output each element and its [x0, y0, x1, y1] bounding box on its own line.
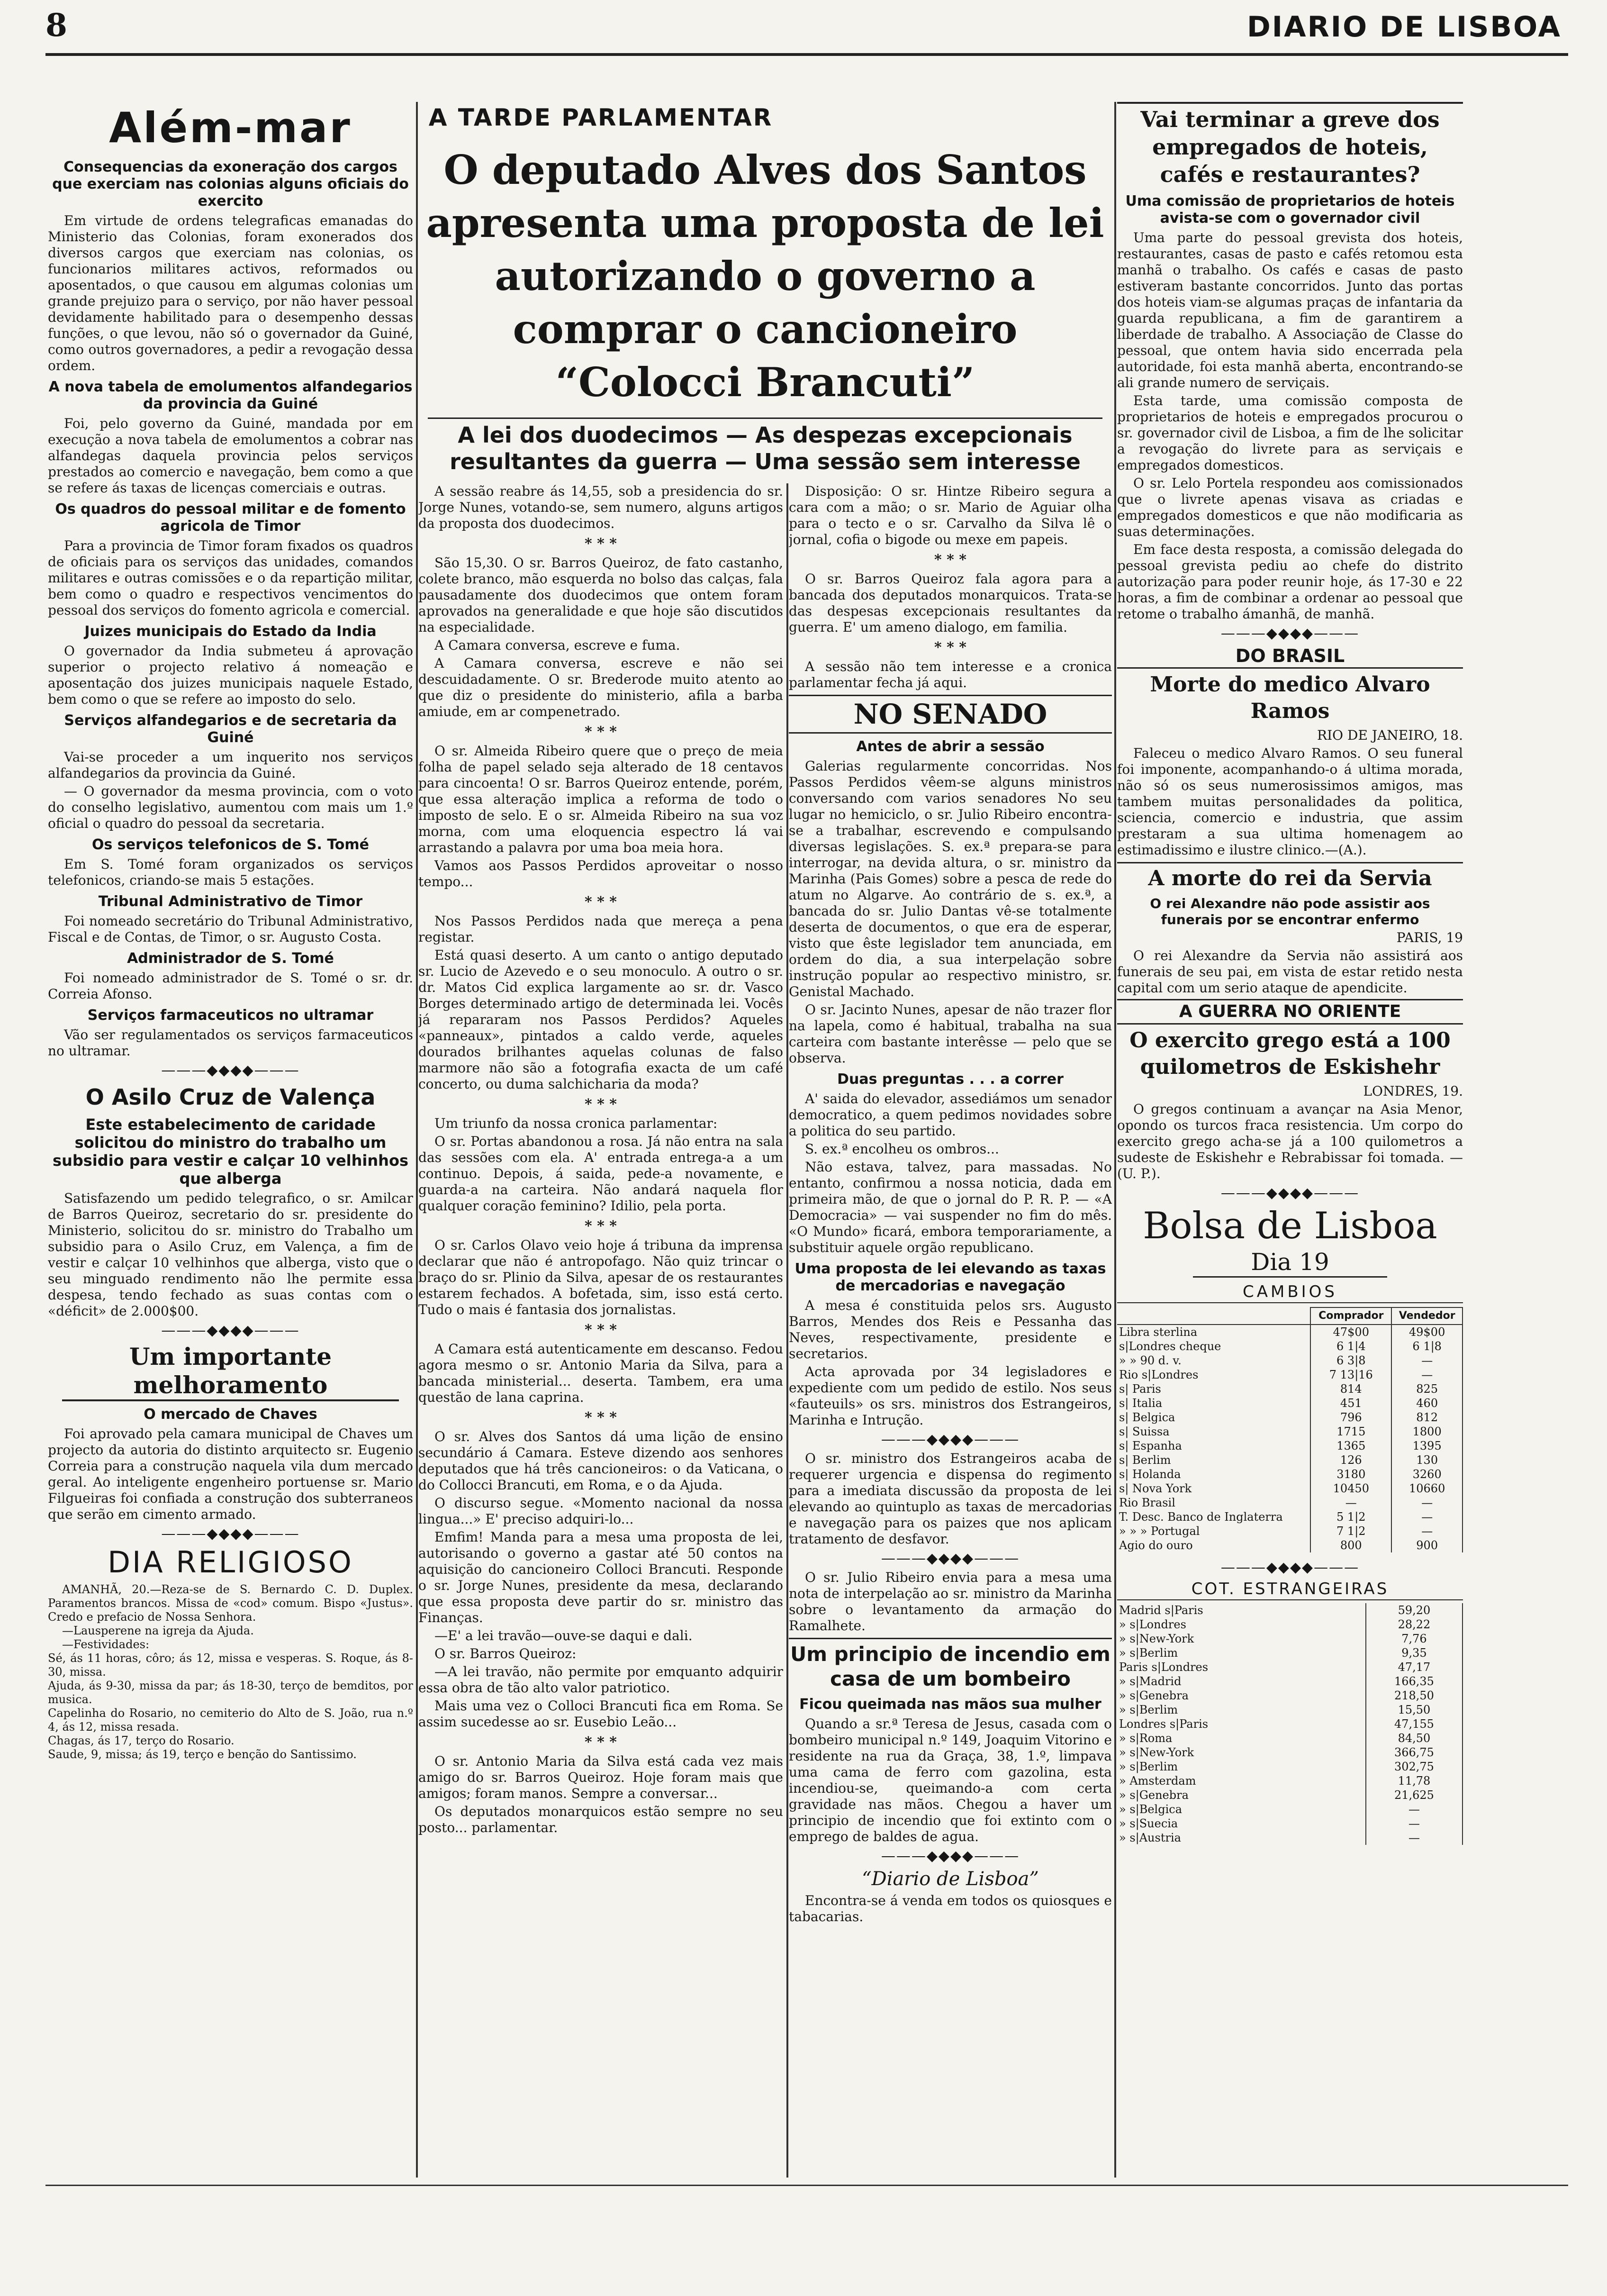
article-text: Foi, pelo governo da Guiné, mandada por em execução a nova tabela de emolumentos a cobrar nas alfandegas daquela provincia pelos serviços prestados ao comercio e navegação, bem como a que se refere ás taxas de licenças comerciais e outras. — [48, 416, 413, 496]
article-heading: Uma proposta de lei elevando as taxas de mercadorias e navegação — [794, 1261, 1106, 1294]
buy-rate: 1365 — [1310, 1439, 1391, 1453]
cambios-row — [1117, 1496, 1463, 1510]
article-text: Vão ser regulamentados os serviços farmaceuticos no ultramar. — [48, 1027, 413, 1059]
exchange-rate: — — [1366, 1802, 1463, 1816]
exchange-label: » Amsterdam — [1117, 1774, 1366, 1788]
article-text: O sr. ministro dos Estrangeiros acaba de requerer urgencia e dispensa do regimento para a imediata discussão da proposta de lei elevando ao quintuplo as taxas de mercadorias e navegação para os paizes que nos aplicam tratamento de desfavor. — [789, 1451, 1112, 1547]
sell-rate: 1800 — [1391, 1425, 1463, 1439]
column-rule — [786, 483, 788, 2178]
article-heading: Serviços alfandegarios e de secretaria da Guiné — [64, 712, 397, 746]
article-heading: O rei Alexandre não pode assistir aos funerais por se encontrar enfermo — [1150, 896, 1430, 927]
article-text: Está quasi deserto. A um canto o antigo deputado sr. Lucio de Azevedo e o seu monoculo. A outro o sr. dr. Matos Cid explica largamente ao sr. dr. Vasco Borges determinado artigo de determinada lei. Vocês já repararam nos Passos Perdidos? Aqueles «panneaux», pintados a caldo verde, aqueles dourados brilhantes aquelas colunas de falso marmore não são a fotografia exacta de um café concerto, ou duma salchicharia da moda? — [418, 947, 783, 1092]
exchange-label: » s|Genebra — [1117, 1788, 1366, 1802]
section-break: * * * — [585, 724, 617, 740]
article-text: Um triunfo da nossa cronica parlamentar: — [434, 1116, 718, 1131]
section-title: Além-mar — [109, 103, 352, 152]
article-text: Os deputados monarquicos estão sempre no seu posto... parlamentar. — [418, 1804, 783, 1835]
section-break: * * * — [585, 1322, 617, 1338]
buy-rate: 47$00 — [1310, 1325, 1391, 1339]
column-senado — [789, 483, 1112, 2178]
article-text: Galerias regularmente concorridas. Nos Passos Perdidos vêem-se alguns ministros conversando com varios senadores No seu lugar no hemiciclo, o sr. Julio Ribeiro encontra-se a trabalhar, escrevendo e compulsando diversas legislações. S. ex.ª prepara-se para interrogar, na devida altura, o sr. ministro da Marinha (Pais Gomes) sobre a pesca de rede do atum no Algarve. Ao contrário de s. ex.ª, a bancada do sr. Julio Dantas vê-se totalmente deserta de documentos, o que era de esperar, visto que êste legislador tem anunciada, em ordem do dia, a sua interpelação sobre instrução popular ao respectivo ministro, sr. Genistal Machado. — [789, 758, 1112, 999]
sell-rate: 812 — [1391, 1410, 1463, 1425]
currency-label: s| Berlim — [1117, 1453, 1310, 1467]
cambios-row — [1117, 1425, 1463, 1439]
ornament-divider: ———◆◆◆◆——— — [1220, 1559, 1360, 1576]
cambios-row — [1117, 1368, 1463, 1382]
exchange-label: Paris s|Londres — [1117, 1660, 1366, 1674]
cambios-row — [1117, 1410, 1463, 1425]
cot-row — [1117, 1760, 1463, 1774]
cot-row — [1117, 1745, 1463, 1760]
cot-row — [1117, 1774, 1463, 1788]
article-text: O governador da India submeteu á aprovação superior o projecto relativo á nomeação e aposentação dos juizes municipais naquele Estado, bem como o que se refere ao imposto do selo. — [48, 643, 413, 707]
section-break: * * * — [585, 1096, 617, 1113]
exchange-label: » s|New-York — [1117, 1632, 1366, 1646]
section-title: A TARDE PARLAMENTAR — [428, 104, 773, 131]
article-text: O sr. Alves dos Santos dá uma lição de ensino secundário á Camara. Esteve dizendo aos senhores deputados que há três cancioneiros: o da Vaticana, o do Collocci Brancuti, em Roma, e o da Ajuda. — [418, 1429, 783, 1493]
buy-rate: 796 — [1310, 1410, 1391, 1425]
buy-rate: 7 13|16 — [1310, 1368, 1391, 1382]
article-heading: Antes de abrir a sessão — [856, 738, 1045, 755]
bolsa-title: Bolsa de Lisboa — [1143, 1205, 1437, 1247]
article-heading: Administrador de S. Tomé — [127, 950, 334, 967]
article-text: O sr. Julio Ribeiro envia para a mesa uma nota de interpelação ao sr. ministro da Marinha sobre o levantamento da armação do Ramalhete. — [789, 1570, 1112, 1634]
section-break: * * * — [934, 552, 966, 568]
buy-rate: 5 1|2 — [1310, 1510, 1391, 1524]
dateline: LONDRES, 19. — [1363, 1083, 1463, 1099]
article-text: Em face desta resposta, a comissão delegada do pessoal grevista pediu ao chefe do distrito autorização para poder reunir hoje, ás 17-30 e 22 horas, a fim de combinar a ordenar ao pessoal que retome o trabalho ámanhã, de manhã. — [1117, 542, 1463, 622]
section-title: A GUERRA NO ORIENTE — [1117, 999, 1463, 1025]
sell-rate: 460 — [1391, 1396, 1463, 1410]
exchange-rate: 47,155 — [1366, 1717, 1463, 1731]
cot-row — [1117, 1717, 1463, 1731]
cot-row — [1117, 1688, 1463, 1703]
article-text: —A lei travão, não permite por emquanto adquirir essa obra de tão alto valor patriotico. — [418, 1664, 783, 1696]
article-title: A morte do rei da Servia — [1117, 862, 1463, 892]
article-title: DIA RELIGIOSO — [108, 1545, 353, 1579]
article-text: A Camara conversa, escreve e não sei descuidadamente. O sr. Brederode muito atento ao que diz o presidente do ministerio, afila a barba amiude, em ar compenetrado. — [418, 655, 783, 719]
buy-rate: 800 — [1310, 1538, 1391, 1552]
article-text: Foi aprovado pela camara municipal de Chaves um projecto da autoria do distinto arquitecto sr. Eugenio Correia para a construção naquela vila dum mercado geral. Ao inteligente engenheiro portuense sr. Mario Filgueiras foi confiada a construção dos subterraneos que serão em cimento armado. — [48, 1426, 413, 1522]
sell-rate: 3260 — [1391, 1467, 1463, 1481]
cambios-row — [1117, 1325, 1463, 1339]
cot-row — [1117, 1617, 1463, 1632]
currency-label: s| Nova York — [1117, 1481, 1310, 1496]
ornament-divider: ———◆◆◆◆——— — [161, 1062, 300, 1079]
currency-label: » » 90 d. v. — [1117, 1353, 1310, 1368]
exchange-rate: 218,50 — [1366, 1688, 1463, 1703]
currency-label: s| Suissa — [1117, 1425, 1310, 1439]
article-text: A' saida do elevador, assediámos um senador democratico, a quem pedimos novidades sobre a politica do seu partido. — [789, 1091, 1112, 1139]
currency-label: Agio do ouro — [1117, 1538, 1310, 1552]
ornament-divider: ———◆◆◆◆——— — [1220, 1185, 1360, 1201]
cambios-row — [1117, 1538, 1463, 1552]
cambios-row — [1117, 1339, 1463, 1353]
religious-text: Sé, ás 11 horas, côro; ás 12, missa e vesperas. S. Roque, ás 8-30, missa. — [48, 1652, 413, 1679]
exchange-rate: 59,20 — [1366, 1603, 1463, 1617]
section-break: * * * — [585, 1409, 617, 1426]
sell-rate: — — [1391, 1524, 1463, 1538]
column-parliament — [418, 483, 783, 2178]
article-text: Foi nomeado administrador de S. Tomé o sr. dr. Correia Afonso. — [48, 970, 413, 1002]
exchange-label: » s|Suecia — [1117, 1816, 1366, 1831]
exchange-label: » s|Roma — [1117, 1731, 1366, 1745]
article-title: Morte do medico Alvaro Ramos — [1150, 672, 1430, 723]
currency-label: Rio s|Londres — [1117, 1368, 1310, 1382]
cambios-title: CAMBIOS — [1117, 1281, 1463, 1303]
currency-label: s| Paris — [1117, 1382, 1310, 1396]
article-text: O sr. Barros Queiroz fala agora para a bancada dos deputados monarquicos. Trata-se das despesas excepcionais resultantes da guerra. E' um ameno dialogo, em familia. — [789, 571, 1112, 635]
cot-row — [1117, 1646, 1463, 1660]
article-heading: Tribunal Administrativo de Timor — [98, 893, 363, 910]
article-text: O gregos continuam a avançar na Asia Menor, opondo os turcos fraca resistencia. Um corpo do exercito grego acha-se já a 100 quilometros a sudeste de Eskishehr e Rebrabissar foi tomada. — (U. P.). — [1117, 1101, 1463, 1181]
bottom-rule — [45, 2185, 1568, 2186]
cot-row — [1117, 1731, 1463, 1745]
religious-text: AMANHÃ, 20.—Reza-se de S. Bernardo C. D. Duplex. Paramentos brancos. Missa de «cod» comum. Bispo «Justus». Credo e prefacio de Nossa Senhora. — [48, 1583, 413, 1624]
exchange-label: » s|Genebra — [1117, 1688, 1366, 1703]
cot-row — [1117, 1632, 1463, 1646]
exchange-label: » s|Belgica — [1117, 1802, 1366, 1816]
article-text: São 15,30. O sr. Barros Queiroz, de fato castanho, colete branco, mão esquerda no bolso das calças, fala pausadamente dos duodecimos que ontem foram aprovados na generalidade e que hoje são discutidos na especialidade. — [418, 555, 783, 635]
bolsa-day: Dia 19 — [1193, 1248, 1387, 1278]
ornament-divider: ———◆◆◆◆——— — [161, 1322, 300, 1339]
article-text: Em S. Tomé foram organizados os serviços telefonicos, criando-se mais 5 estações. — [48, 856, 413, 888]
article-text: O sr. Antonio Maria da Silva está cada vez mais amigo do sr. Barros Queiroz. Hoje foram mais que amigos; foram manos. Sempre a conversar... — [418, 1753, 783, 1801]
exchange-label: » s|Berlim — [1117, 1703, 1366, 1717]
religious-text: Ajuda, ás 9-30, missa da par; ás 18-30, terço de bemditos, por musica. — [48, 1679, 413, 1706]
section-break: * * * — [934, 639, 966, 656]
cambios-row — [1117, 1481, 1463, 1496]
article-text: —E' a lei travão—ouve-se daqui e dali. — [434, 1628, 693, 1643]
article-text: Esta tarde, uma comissão composta de proprietarios de hoteis e empregados procurou o sr. governador civil de Lisboa, a fim de lhe solicitar a revogação do livrete para as serviçais e empregados domesticos. — [1117, 393, 1463, 473]
section-title: NO SENADO — [789, 695, 1112, 734]
cot-row — [1117, 1816, 1463, 1831]
article-title: Vai terminar a greve dos empregados de hoteis, cafés e restaurantes? — [1117, 102, 1463, 188]
article-heading: Serviços farmaceuticos no ultramar — [87, 1007, 374, 1024]
currency-label: s|Londres cheque — [1117, 1339, 1310, 1353]
exchange-rate: 47,17 — [1366, 1660, 1463, 1674]
section-break: * * * — [585, 535, 617, 552]
religious-text: —Festividades: — [62, 1638, 150, 1651]
sell-rate: 130 — [1391, 1453, 1463, 1467]
section-break: * * * — [585, 1218, 617, 1234]
article-heading: Este estabelecimento de caridade solicitou do ministro do trabalho um subsidio para vestir e calçar 10 velhinhos que alberga — [53, 1116, 408, 1188]
ornament-divider: ———◆◆◆◆——— — [881, 1431, 1020, 1448]
cot-row — [1117, 1831, 1463, 1845]
article-text: O rei Alexandre da Servia não assistirá aos funerais de seu pai, em vista de estar retido nesta capital com um serio ataque de apendicite. — [1117, 948, 1463, 996]
article-title: Um principio de incendio em casa de um bombeiro — [789, 1638, 1112, 1691]
column-rule — [1114, 102, 1116, 2178]
article-text: Emfim! Manda para a mesa uma proposta de lei, autorisando o governo a gastar até 50 contos na aquisição do cancioneiro Colloci Brancuti. Responde o sr. Jorge Nunes, presidente da mesa, declarando que essa proposta deve partir do sr. ministro das Finanças. — [418, 1529, 783, 1625]
exchange-rate: 302,75 — [1366, 1760, 1463, 1774]
exchange-label: » s|Madrid — [1117, 1674, 1366, 1688]
cambios-table — [1117, 1307, 1463, 1552]
currency-label: » » » Portugal — [1117, 1524, 1310, 1538]
article-text: S. ex.ª encolheu os ombros... — [805, 1141, 999, 1157]
article-text: Para a provincia de Timor foram fixados os quadros de oficiais para os serviços das unidades, comandos militares e outras comissões e o da repartição militar, bem como o quadro e respectivos vencimentos do pessoal dos serviços do fomento agricola e comercial. — [48, 538, 413, 618]
buy-rate: 451 — [1310, 1396, 1391, 1410]
cot-row — [1117, 1674, 1463, 1688]
article-heading: Ficou queimada nas mãos sua mulher — [799, 1696, 1101, 1713]
article-text: A sessão reabre ás 14,55, sob a presidencia do sr. Jorge Nunes, votando-se, sem numero, alguns artigos da proposta dos duodecimos. — [418, 483, 783, 531]
exchange-rate: 84,50 — [1366, 1731, 1463, 1745]
religious-text: Chagas, ás 17, terço do Rosario. — [48, 1734, 235, 1747]
headline: O deputado Alves dos Santos apresenta uma proposta de lei autorizando o governo a comprar o cancioneiro “Colocci Brancuti” — [426, 146, 1104, 406]
section-title: DO BRASIL — [1117, 644, 1463, 669]
cambios-row — [1117, 1524, 1463, 1538]
exchange-rate: 21,625 — [1366, 1788, 1463, 1802]
exchange-rate: 166,35 — [1366, 1674, 1463, 1688]
exchange-rate: — — [1366, 1831, 1463, 1845]
sell-rate: 900 — [1391, 1538, 1463, 1552]
article-text: O sr. Almeida Ribeiro quere que o preço de meia folha de papel selado seja alterado de 18 centavos para cincoenta! O sr. Barros Queiroz entende, porém, que essa alteração implica a reforma de todo o imposto de selo. E o sr. Almeida Ribeiro na sua voz morna, com uma eloquencia espectro lá vai arrastando a palavra por uma boa meia hora. — [418, 743, 783, 855]
sell-rate: — — [1391, 1368, 1463, 1382]
cambios-row — [1117, 1510, 1463, 1524]
exchange-rate: 9,35 — [1366, 1646, 1463, 1660]
article-title: O exercito grego está a 100 quilometros de Eskishehr — [1129, 1028, 1451, 1079]
article-text: Em virtude de ordens telegraficas emanadas do Ministerio das Colonias, foram exonerados dos diversos cargos que exerciam nas colonias, os funcionarios militares activos, reformados ou aposentados, o que causou em algumas colonias um grande prejuizo para o serviço, por não haver pessoal devidamente habilitado para o desempenho dessas funções, o que levou, não só o governador da Guiné, como outros governadores, a pedir a revogação dessa ordem. — [48, 213, 413, 373]
exchange-label: » s|Londres — [1117, 1617, 1366, 1632]
article-text: O sr. Jacinto Nunes, apesar de não trazer flor na lapela, como é habitual, trabalha na sua carteira com bastante interêsse — pelo que se observa. — [789, 1002, 1112, 1066]
sell-rate: 1395 — [1391, 1439, 1463, 1453]
religious-text: Saude, 9, missa; ás 19, terço e benção do Santissimo. — [48, 1748, 357, 1761]
article-text: O discurso segue. «Momento nacional da nossa lingua...» E' preciso adquiri-lo... — [418, 1495, 783, 1527]
article-text: Nos Passos Perdidos nada que mereça a pena registar. — [418, 913, 783, 945]
article-text: Disposição: O sr. Hintze Ribeiro segura a cara com a mão; o sr. Mario de Aguiar olha para o tecto e o sr. Carvalho da Silva lê o jornal, cofia o bigode ou mexe em papeis. — [789, 483, 1112, 547]
sell-rate: — — [1391, 1496, 1463, 1510]
cot-row — [1117, 1788, 1463, 1802]
cambios-row — [1117, 1382, 1463, 1396]
currency-label: s| Belgica — [1117, 1410, 1310, 1425]
section-break: * * * — [585, 1734, 617, 1751]
article-text: Vamos aos Passos Perdidos aproveitar o nosso tempo... — [418, 858, 783, 889]
buy-rate: 10450 — [1310, 1481, 1391, 1496]
article-text: A sessão não tem interesse e a cronica parlamentar fecha já aqui. — [789, 659, 1112, 690]
exchange-rate: 7,76 — [1366, 1632, 1463, 1646]
exchange-label: » s|Berlim — [1117, 1646, 1366, 1660]
cambios-row — [1117, 1396, 1463, 1410]
ornament-divider: ———◆◆◆◆——— — [881, 1848, 1020, 1864]
buy-rate: 7 1|2 — [1310, 1524, 1391, 1538]
dateline: PARIS, 19 — [1396, 930, 1463, 945]
cambios-row — [1117, 1467, 1463, 1481]
sell-rate: 825 — [1391, 1382, 1463, 1396]
currency-label: s| Holanda — [1117, 1467, 1310, 1481]
ornament-divider: ———◆◆◆◆——— — [161, 1525, 300, 1542]
article-heading: Consequencias da exoneração dos cargos que exerciam nas colonias alguns oficiais do exercito — [52, 159, 409, 209]
article-text: Não estava, talvez, para massadas. No entanto, confirmou a nossa noticia, dada em primeira mão, de que o jornal do P. R. P. — «A Democracia» — vai suspender no fim do mês. «O Mundo» ficará, embora temporariamente, a substituir aquele orgão republicano. — [789, 1159, 1112, 1255]
article-title: O Asilo Cruz de Valença — [85, 1084, 376, 1110]
article-text: Foi nomeado secretário do Tribunal Administrativo, Fiscal e de Contas, de Timor, o sr. Augusto Costa. — [48, 913, 413, 945]
article-title: “Diario de Lisboa” — [862, 1868, 1039, 1890]
exchange-label: » s|Berlim — [1117, 1760, 1366, 1774]
column-header: Comprador — [1310, 1307, 1391, 1325]
cambios-row — [1117, 1453, 1463, 1467]
cambios-row — [1117, 1439, 1463, 1453]
article-heading: Os serviços telefonicos de S. Tomé — [91, 836, 370, 853]
exchange-rate: — — [1366, 1816, 1463, 1831]
sell-rate: — — [1391, 1510, 1463, 1524]
masthead: DIARIO DE LISBOA — [1247, 10, 1562, 44]
column-header: Vendedor — [1391, 1307, 1463, 1325]
exchange-label: » s|New-York — [1117, 1745, 1366, 1760]
column-news — [1117, 102, 1463, 2178]
article-text: Quando a sr.ª Teresa de Jesus, casada com o bombeiro municipal n.º 149, Joaquim Vitorino e residente na rua da Graça, 38, 1.º, limpava uma cama de ferro com gazolina, esta incendiou-se, queimando-a com certa gravidade nas mãos. Chegou a haver um principio de incendio que foi extinto com o emprego de baldes de agua. — [789, 1716, 1112, 1844]
buy-rate: 6 1|4 — [1310, 1339, 1391, 1353]
currency-label: Libra sterlina — [1117, 1325, 1310, 1339]
cambios-row — [1117, 1353, 1463, 1368]
dateline: RIO DE JANEIRO, 18. — [1317, 727, 1463, 743]
article-text: Acta aprovada por 34 legisladores e expediente com um pedido de estilo. Nos seus «fauteuils» os srs. ministros dos Estrangeiros, Marinha e Intrução. — [789, 1364, 1112, 1428]
exchange-rate: 11,78 — [1366, 1774, 1463, 1788]
article-text: Faleceu o medico Alvaro Ramos. O seu funeral foi imponente, acompanhando-o á ultima morada, não só os seus numerosissimos amigos, mas tambem muitas personalidades da politica, sciencia, comercio e industria, que assim prestaram a sua ultima homenagem ao estimadissimo e ilustre clinico.—(A.). — [1117, 745, 1463, 858]
ornament-divider: ———◆◆◆◆——— — [1220, 625, 1360, 642]
article-heading: Os quadros do pessoal militar e de fomento agricola de Timor — [55, 501, 406, 535]
article-heading: Uma comissão de proprietarios de hoteis avista-se com o governador civil — [1125, 193, 1455, 227]
article-heading: Duas preguntas . . . a correr — [837, 1071, 1064, 1088]
article-text: A Camara está autenticamente em descanso. Fedou agora mesmo o sr. Antonio Maria da Silva, para a bancada ministerial... deserta. Tambem, era uma questão de lana caprina. — [418, 1341, 783, 1405]
currency-label: s| Espanha — [1117, 1439, 1310, 1453]
column-header — [1117, 1307, 1310, 1325]
currency-label: s| Italia — [1117, 1396, 1310, 1410]
exchange-label: Madrid s|Paris — [1117, 1603, 1366, 1617]
article-heading: A nova tabela de emolumentos alfandegarios da provincia da Guiné — [48, 379, 413, 412]
cot-row — [1117, 1603, 1463, 1617]
buy-rate: 6 3|8 — [1310, 1353, 1391, 1368]
article-text: O sr. Portas abandonou a rosa. Já não entra na sala das sessões com ela. A' entrada entrega-a a um continuo. Depois, á saida, pede-a novamente, e guarda-a na carteira. Não andará naquela flor qualquer coração feminino? Idilio, pela porta. — [418, 1134, 783, 1214]
sell-rate: 6 1|8 — [1391, 1339, 1463, 1353]
article-text: O sr. Lelo Portela respondeu aos comissionados que o livrete apenas visava as criadas e empregados domesticos e que não modificaria as suas determinações. — [1117, 475, 1463, 539]
page-number: 8 — [45, 7, 67, 44]
article-text: Encontra-se á venda em todos os quiosques e tabacarias. — [789, 1893, 1112, 1924]
article-heading: Juizes municipais do Estado da India — [84, 623, 377, 640]
sell-rate: 10660 — [1391, 1481, 1463, 1496]
article-text: Mais uma vez o Colloci Brancuti fica em Roma. Se assim sucedesse ao sr. Eusebio Leão... — [418, 1698, 783, 1730]
exchange-label: Londres s|Paris — [1117, 1717, 1366, 1731]
sell-rate: 49$00 — [1391, 1325, 1463, 1339]
currency-label: Rio Brasil — [1117, 1496, 1310, 1510]
cot-title: COT. ESTRANGEIRAS — [1117, 1579, 1463, 1600]
article-title: Um importante melhoramento — [62, 1343, 399, 1401]
exchange-label: » s|Austria — [1117, 1831, 1366, 1845]
column-alem-mar — [48, 102, 413, 2178]
religious-text: —Lausperene na igreja da Ajuda. — [62, 1624, 254, 1637]
cot-row — [1117, 1802, 1463, 1816]
subheadline: A lei dos duodecimos — As despezas excepcionais resultantes da guerra — Uma sessão sem interesse — [428, 417, 1102, 475]
article-text: Satisfazendo um pedido telegrafico, o sr. Amilcar de Barros Queiroz, secretario do sr. presidente do Ministerio, solicitou do sr. ministro do Trabalho um subsidio para o Asilo Cruz, em Valença, a fim de vestir e calçar 10 velhinhos que alberga, visto que o seu minguado rendimento não lhe permite essa despesa, tendo fechado as suas contas com o «déficit» de 2.000$00. — [48, 1190, 413, 1319]
exchange-rate: 28,22 — [1366, 1617, 1463, 1632]
article-text: — O governador da mesma provincia, com o voto do conselho legislativo, aumentou com mais um 1.º oficial o quadro do pessoal da secretaria. — [48, 783, 413, 831]
article-text: A Camara conversa, escreve e fuma. — [434, 637, 680, 653]
cot-table — [1117, 1603, 1463, 1845]
article-heading: O mercado de Chaves — [144, 1406, 317, 1423]
buy-rate: 814 — [1310, 1382, 1391, 1396]
buy-rate: 1715 — [1310, 1425, 1391, 1439]
buy-rate: 3180 — [1310, 1467, 1391, 1481]
exchange-rate: 366,75 — [1366, 1745, 1463, 1760]
article-text: O sr. Barros Queiroz: — [434, 1646, 577, 1661]
currency-label: T. Desc. Banco de Inglaterra — [1117, 1510, 1310, 1524]
ornament-divider: ———◆◆◆◆——— — [881, 1550, 1020, 1567]
buy-rate: 126 — [1310, 1453, 1391, 1467]
religious-text: Capelinha do Rosario, no cemiterio do Alto de S. João, rua n.º 4, ás 12, missa resada. — [48, 1706, 413, 1733]
cot-row — [1117, 1703, 1463, 1717]
article-text: O sr. Carlos Olavo veio hoje á tribuna da imprensa declarar que não é antropofago. Não quiz trincar o braço do sr. Plinio da Silva, apesar de os restaurantes estarem fechados. A bofetada, sim, isso está certo. Tudo o mais é fantasia dos jornalistas. — [418, 1237, 783, 1317]
column-rule — [416, 102, 418, 2178]
section-break: * * * — [585, 894, 617, 910]
parliament-header — [418, 102, 1112, 475]
article-text: Uma parte do pessoal grevista dos hoteis, restaurantes, casas de pasto e cafés retomou esta manhã o trabalho. Os cafés e casas de pasto estiveram bastante concorridos. Junto das portas dos hoteis viam-se algumas praças de infantaria da guarda republicana, a fim de garantirem a liberdade de trabalho. A Associação de Classe do pessoal, que ontem havia sido encerrada pela autoridade, foi esta manhã aberta, encontrando-se ali grande numero de serviçais. — [1117, 230, 1463, 390]
article-text: Vai-se proceder a um inquerito nos serviços alfandegarios da provincia da Guiné. — [48, 749, 413, 781]
cot-row — [1117, 1660, 1463, 1674]
header-rule — [45, 53, 1568, 56]
article-text: A mesa é constituida pelos srs. Augusto Barros, Mendes dos Reis e Pessanha das Neves, respectivamente, presidente e secretarios. — [789, 1298, 1112, 1361]
exchange-rate: 15,50 — [1366, 1703, 1463, 1717]
buy-rate: — — [1310, 1496, 1391, 1510]
sell-rate: — — [1391, 1353, 1463, 1368]
